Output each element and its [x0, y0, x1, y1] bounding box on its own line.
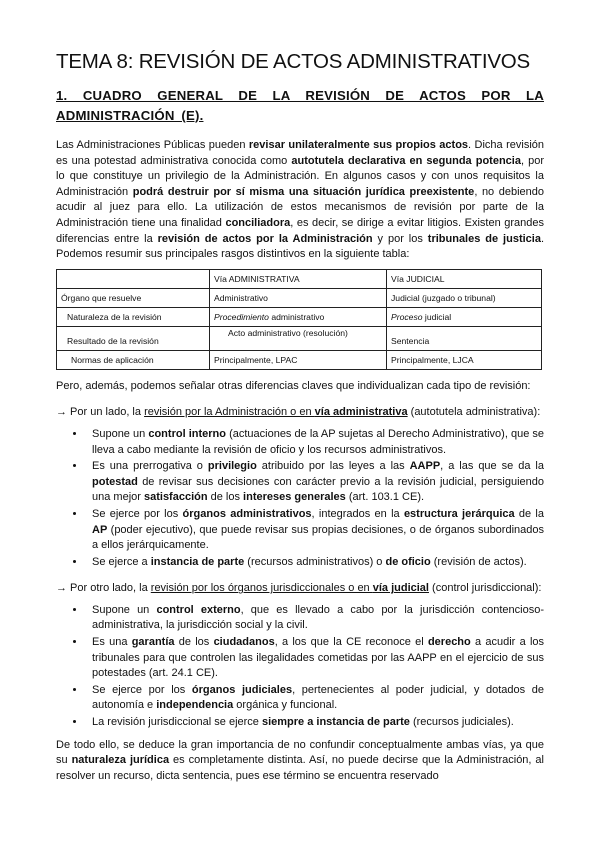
table-cell: Naturaleza de la revisión [57, 307, 210, 326]
table-header-admin: Vía ADMINISTRATIVA [210, 269, 387, 288]
table-cell: Sentencia [387, 326, 542, 350]
conclusion-paragraph: De todo ello, se deduce la gran importancia de no confundir conceptualmente ambas vías, ya que su naturaleza jurídica es completamente distinta. Así, no puede decirse que la Administración, al resolver un recurso, dicta sentencia, pues ese término se encuentra reservado [56, 738, 544, 782]
section-heading: 1. CUADRO GENERAL DE LA REVISIÓN DE ACTOS POR LA ADMINISTRACIÓN (E). [56, 88, 544, 123]
intro-paragraph: Las Administraciones Públicas pueden revisar unilateralmente sus propios actos. Dicha revisión es una potestad administrativa conocida como autotutela declarativa en segunda potencia, por lo que constituye un privilegio de la Administración. En algunos casos y con unos requisitos la Administración podrá destruir por sí misma una situación jurídica preexistente, no debiendo acudir al juez para ello. La utilización de estos mecanismos de revisión por parte de la Administración tiene una finalidad conciliadora, es decir, se dirige a evitar litigios. Existen grandes diferencias entre la revisión de actos por la Administración y por los tribunales de justicia. Podemos resumir sus principales rasgos distintivos en la siguiente tabla: [56, 139, 545, 261]
list-item: • Es una garantía de los ciudadanos, a los que la CE reconoce el derecho a acudir a los tribunales para que controlen las ilegalidades cometidas por las AAPP en el ejercicio de sus potestades (art. 24.1 CE). [86, 635, 544, 682]
table-cell: Normas de aplicación [57, 350, 210, 369]
table-cell: Principalmente, LJCA [387, 350, 542, 369]
table-row [57, 307, 542, 326]
table-cell: Procedimiento administrativo [210, 307, 387, 326]
judicial-bullet-list [56, 603, 544, 731]
list-item: • La revisión jurisdiccional se ejerce siempre a instancia de parte (recursos judiciales). [86, 715, 544, 731]
admin-lead: → Por un lado, la revisión por la Administración o en vía administrativa (autotutela administrativa): [56, 406, 541, 419]
table-cell: Principalmente, LPAC [210, 350, 387, 369]
list-item: • Supone un control externo, que es llevado a cabo por la jurisdicción contencioso-administrativa, la jurisdicción social y la civil. [86, 603, 544, 634]
table-cell: Judicial (juzgado o tribunal) [387, 288, 542, 307]
list-item: • Se ejerce por los órganos judiciales, pertenecientes al poder judicial, y dotados de autonomía e independencia orgánica y funcional. [86, 683, 544, 714]
table-row [57, 326, 542, 350]
table-header-row [57, 269, 542, 288]
judicial-lead: → Por otro lado, la revisión por los órganos jurisdiccionales o en vía judicial (control jurisdiccional): [56, 582, 542, 595]
table-header-judicial: Vía JUDICIAL [387, 269, 542, 288]
after-table-paragraph: Pero, además, podemos señalar otras diferencias claves que individualizan cada tipo de revisión: [56, 379, 531, 392]
table-cell: Resultado de la revisión [57, 326, 210, 350]
list-item: • Se ejerce a instancia de parte (recursos administrativos) o de oficio (revisión de actos). [86, 555, 544, 571]
table-cell: Órgano que resuelve [57, 288, 210, 307]
list-item: • Se ejerce por los órganos administrativos, integrados en la estructura jerárquica de la AP (poder ejecutivo), que puede revisar sus propias decisiones, o de órganos subordinados a ellos jerárquicamente. [86, 507, 544, 554]
table-cell: Acto administrativo (resolución) [210, 326, 387, 350]
comparison-table [56, 269, 542, 370]
table-row [57, 288, 542, 307]
table-row [57, 350, 542, 369]
admin-bullet-list [56, 427, 544, 570]
table-cell: Administrativo [210, 288, 387, 307]
table-cell [57, 269, 210, 288]
table-cell: Proceso judicial [387, 307, 542, 326]
list-item: • Supone un control interno (actuaciones de la AP sujetas al Derecho Administrativo), que se lleva a cabo mediante la revisión de oficio y los recursos administrativos. [86, 427, 544, 458]
page-title: TEMA 8: REVISIÓN DE ACTOS ADMINISTRATIVOS [56, 50, 531, 73]
list-item: • Es una prerrogativa o privilegio atribuido por las leyes a las AAPP, a las que se da la potestad de revisar sus decisiones con carácter previo a la revisión judicial, persiguiendo una mejor satisfacción de los intereses generales (art. 103.1 CE). [86, 459, 544, 506]
